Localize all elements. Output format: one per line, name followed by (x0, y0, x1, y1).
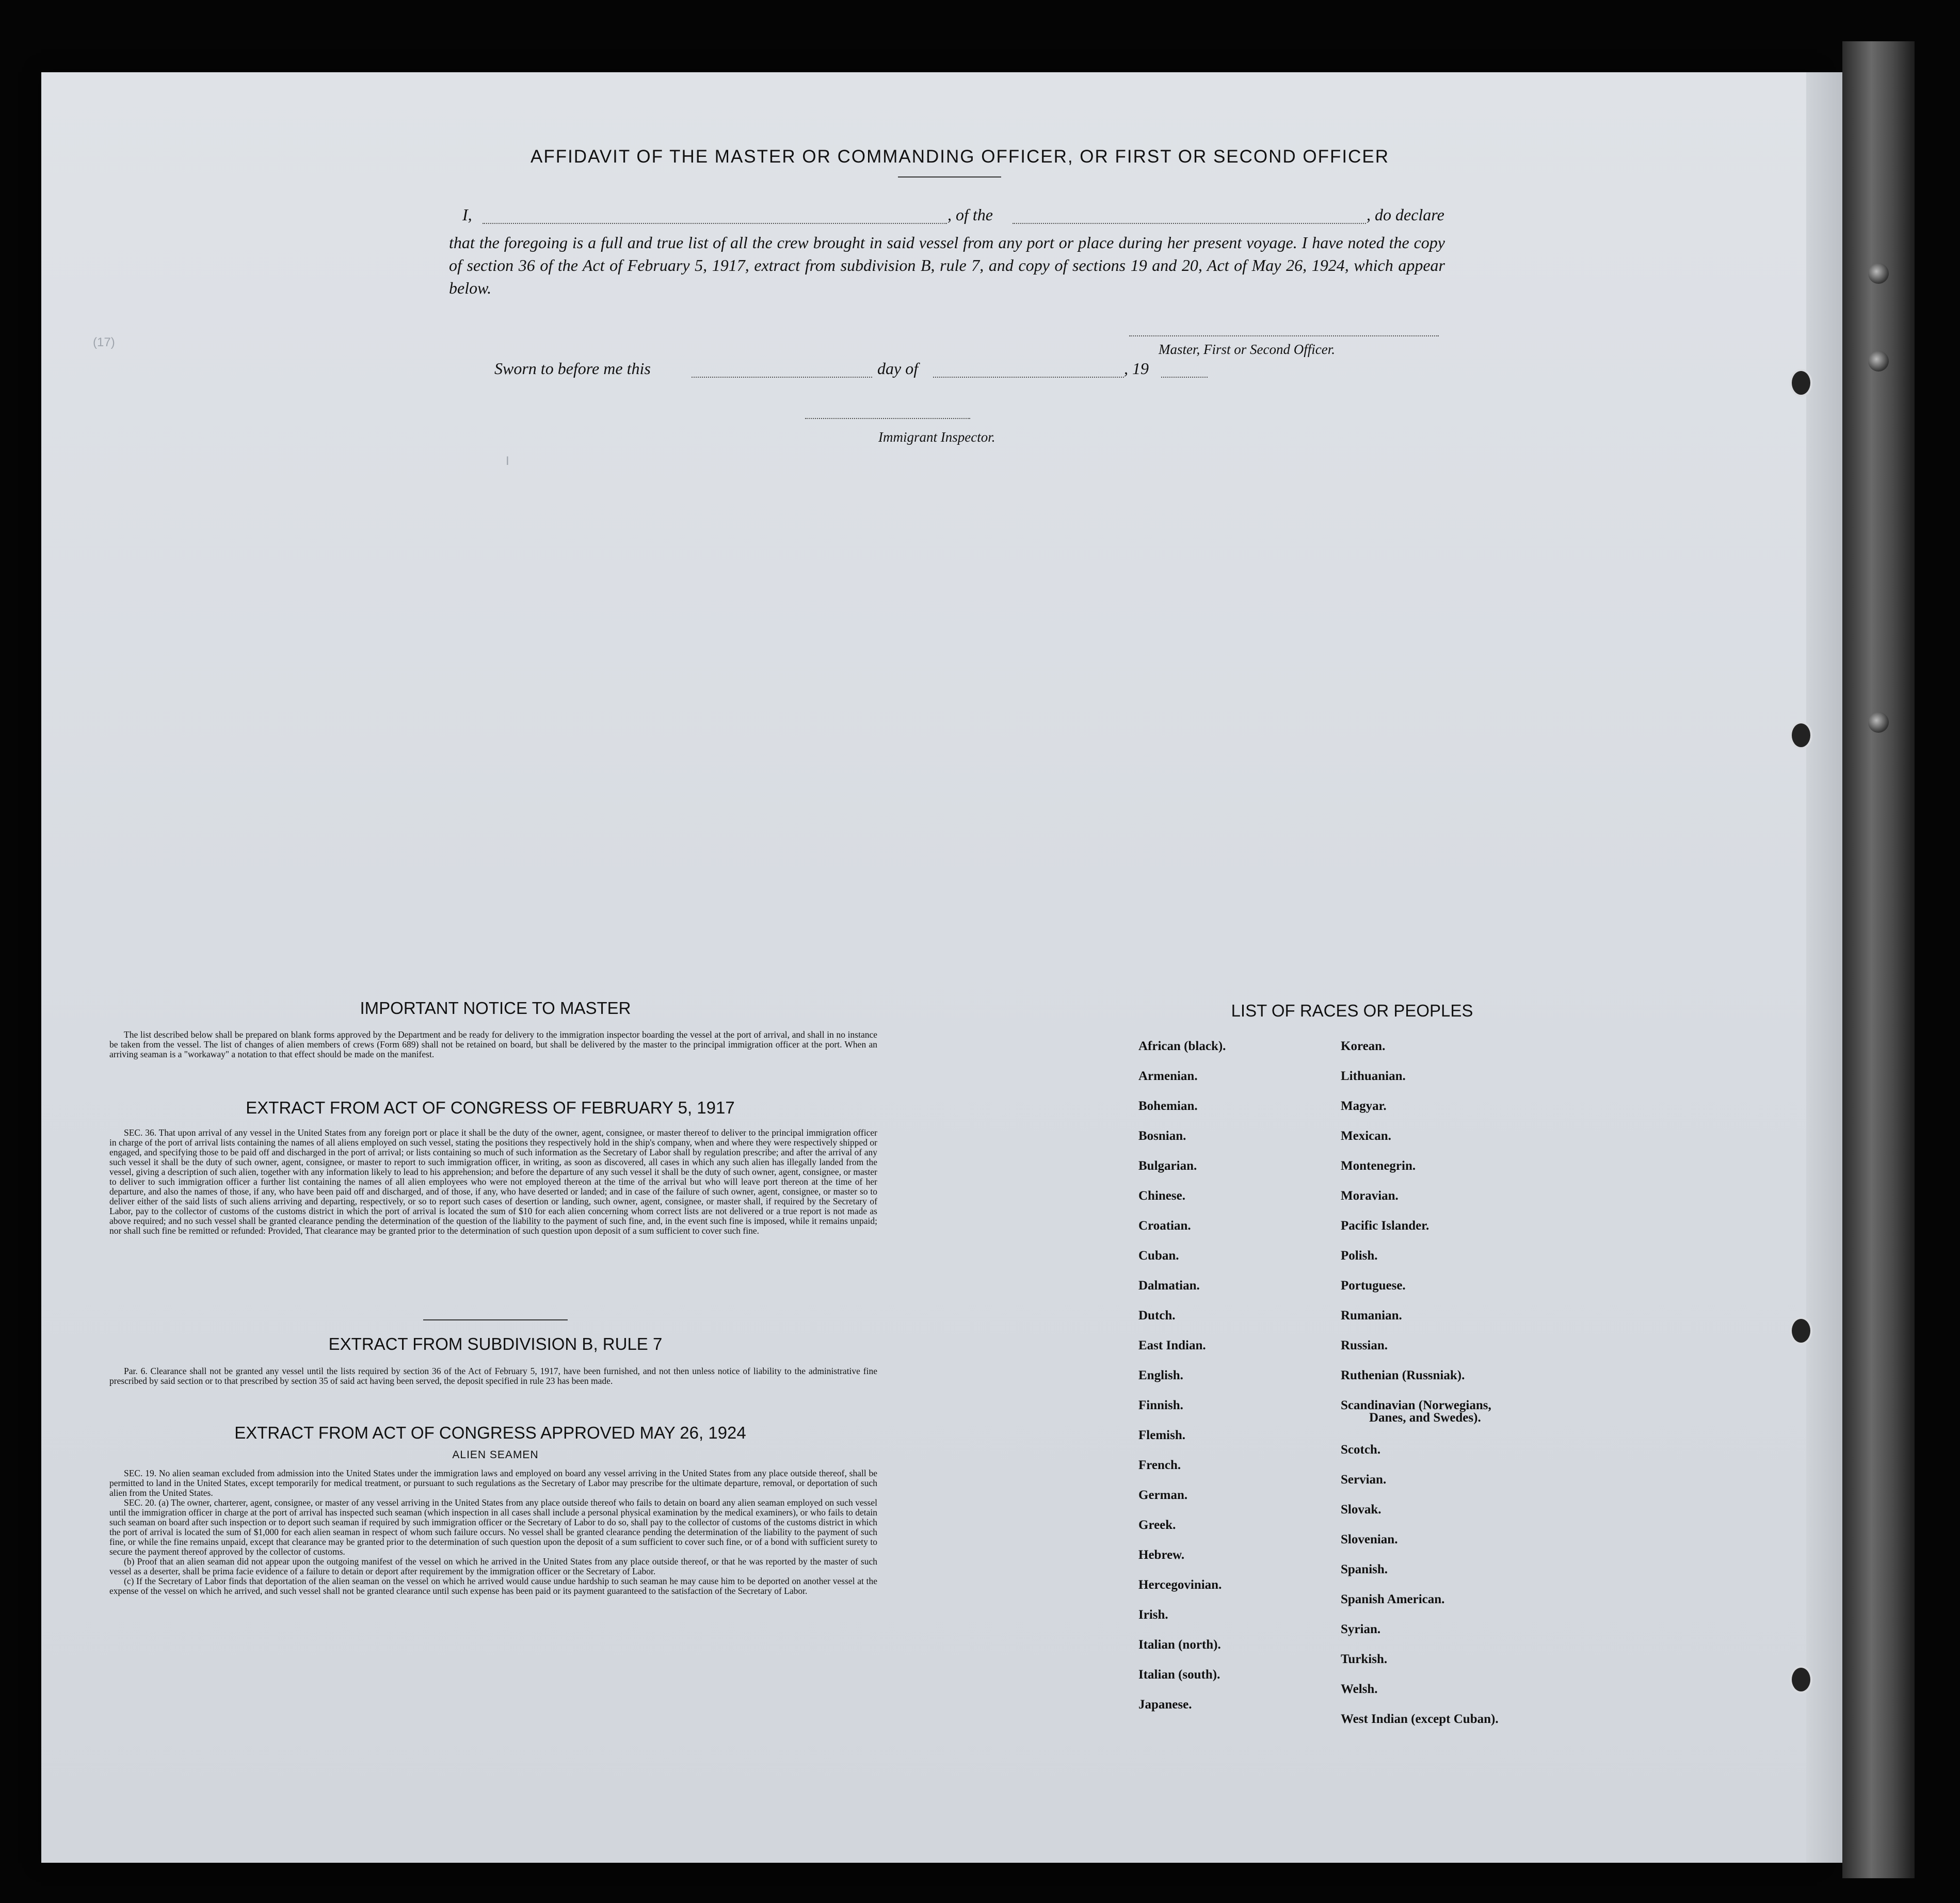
inspector-signature-field[interactable] (805, 418, 970, 419)
race-item-continuation: Danes, and Swedes). (1369, 1411, 1481, 1425)
race-item: Italian (south). (1138, 1668, 1220, 1682)
race-item: African (black). (1138, 1039, 1226, 1053)
race-item: Mexican. (1341, 1129, 1391, 1143)
sworn-label: Sworn to before me this (494, 359, 651, 378)
punch-hole-icon (1790, 1666, 1812, 1694)
inspector-label: Immigrant Inspector. (878, 429, 995, 445)
sworn-month-field[interactable] (933, 377, 1124, 378)
race-item: Pacific Islander. (1341, 1219, 1429, 1233)
race-item: German. (1138, 1488, 1188, 1502)
race-item: Montenegrin. (1341, 1159, 1416, 1173)
race-item: West Indian (except Cuban). (1341, 1712, 1499, 1726)
vessel-name-field[interactable] (1013, 223, 1366, 224)
race-item: Greek. (1138, 1518, 1176, 1532)
affidavit-title: AFFIDAVIT OF THE MASTER OR COMMANDING OFFICER, OR FIRST OR SECOND OFFICER (530, 147, 1390, 167)
race-item: Bohemian. (1138, 1099, 1198, 1113)
race-item: Hercegovinian. (1138, 1578, 1222, 1592)
sec19-paragraph: SEC. 19. No alien seaman excluded from admission into the United States under the immigration laws and employed on board any vessel arriving in the United States from any place outside thereof, shall be permitted to land in the United States, except temporarily for medical treatment, or pursuant to such regulations as the Secretary of Labor may prescribe for the ultimate departure, removal, or deportation of such alien from the United States. (109, 1468, 877, 1498)
signature-label: Master, First or Second Officer. (1159, 342, 1335, 357)
binder-strip (1842, 41, 1915, 1878)
alien-seamen-subheading: ALIEN SEAMEN (452, 1449, 539, 1461)
punch-hole-icon (1790, 369, 1812, 397)
race-item: Hebrew. (1138, 1548, 1185, 1562)
declarant-name-field[interactable] (483, 223, 947, 224)
notice-text (109, 1030, 877, 1059)
race-item: Armenian. (1138, 1069, 1198, 1083)
title-underline (898, 176, 1001, 178)
races-left-column (1138, 1039, 1226, 1728)
race-item: Slovak. (1341, 1503, 1381, 1517)
extract-rule7-text (109, 1366, 877, 1386)
race-item: Moravian. (1341, 1189, 1399, 1203)
extract-1924-heading: EXTRACT FROM ACT OF CONGRESS APPROVED MAY 26, 1924 (234, 1423, 746, 1442)
notice-paragraph: The list described below shall be prepared on blank forms approved by the Department and be ready for delivery to the immigration inspector boarding the vessel at the port of arrival, and shall in no instance be taken from the vessel. The list of changes of alien members of crews (Form 689) shall not be retained on board, but shall be delivered by the master to the principal immigration officer at the port. When an arriving seaman is a "workaway" a notation to that effect should be made on the manifest. (109, 1029, 877, 1059)
race-item: Irish. (1138, 1608, 1168, 1622)
races-heading: LIST OF RACES OR PEOPLES (1231, 1001, 1473, 1020)
binder-edge (1806, 72, 1847, 1863)
race-item: Spanish. (1341, 1562, 1388, 1576)
race-item: Japanese. (1138, 1698, 1192, 1712)
extract-1917-paragraph: SEC. 36. That upon arrival of any vessel in the United States from any foreign port or place it shall be the duty of the owner, agent, consignee, or master thereof to deliver to the principal immigration officer in charge of the port of arrival lists containing the names of all aliens employed on such vessel, stating the positions they respectively hold in the ship's company, when and where they were respectively shipped or engaged, and specifying those to be paid off and discharged in the port of arrival; or lists containing so much of such information as the Secretary of Labor shall by regulation prescribe; and after the arrival of any such vessel it shall be the duty of such owner, agent, consignee, or master to report to such immigration officer, in writing, as soon as discovered, all cases in which any such alien has illegally landed from the vessel, giving a description of such alien, together with any information likely to lead to his apprehension; and before the departure of any such vessel it shall be the duty of such owner, agent, consignee, or master to deliver to such immigration officer a further list containing the names of all alien employees who were not employed thereon at the time of the arrival but who will leave port thereon at the time of her departure, and also the names of those, if any, who have been paid off and discharged, and of those, if any, who have deserted or landed; and in case of the failure of such owner, agent, consignee, or master so to deliver either of the said lists of such aliens arriving and departing, respectively, or so to report such cases of desertion or landing, such owner, agent, consignee, or master shall, if required by the Secretary of Labor, pay to the collector of customs of the customs district in which the port of arrival is located the sum of $10 for each alien concerning whom correct lists are not delivered or a true report is not made as above required; and no such vessel shall be granted clearance pending the determination of the question of the liability to the payment of such fine, and, in the event such fine is imposed, while it remains unpaid; nor shall such fine be remitted or refunded: Provided, That clearance may be granted prior to the determination of such question upon deposit of a sum sufficient to cover such fine. (109, 1127, 877, 1236)
race-item: Polish. (1341, 1249, 1378, 1263)
extract-1917-heading: EXTRACT FROM ACT OF CONGRESS OF FEBRUARY 5, 1917 (246, 1098, 735, 1117)
race-item: Lithuanian. (1341, 1069, 1406, 1083)
race-item: Scotch. (1341, 1443, 1381, 1457)
notice-heading: IMPORTANT NOTICE TO MASTER (360, 998, 631, 1018)
punch-hole-icon (1790, 721, 1812, 749)
binder-rivet-icon (1868, 351, 1889, 372)
race-item: Italian (north). (1138, 1638, 1221, 1652)
sec20b-paragraph: (b) Proof that an alien seaman did not appear upon the outgoing manifest of the vessel on which he arrived in the United States from any place outside thereof, or that he was reported by the master of such vessel as a deserter, shall be prima facie evidence of a failure to detain or deport after requirement by the immigration officer or the Secretary of Labor. (109, 1556, 877, 1576)
race-item: English. (1138, 1368, 1183, 1382)
binder-rivet-icon (1868, 712, 1889, 733)
race-item: Finnish. (1138, 1398, 1183, 1412)
race-item: Magyar. (1341, 1099, 1387, 1113)
punch-hole-icon (1790, 1317, 1812, 1345)
race-item: Spanish American. (1341, 1592, 1445, 1606)
sworn-year-field[interactable] (1161, 377, 1208, 378)
bleed-through-text: (17) (93, 335, 115, 349)
sworn-day-field[interactable] (692, 377, 872, 378)
race-item: Dutch. (1138, 1309, 1176, 1323)
races-right-column (1341, 1039, 1499, 1742)
extract-rule7-heading: EXTRACT FROM SUBDIVISION B, RULE 7 (328, 1334, 663, 1353)
day-of-label: day of (877, 359, 919, 378)
race-item: Slovenian. (1341, 1533, 1398, 1546)
race-item: Rumanian. (1341, 1309, 1402, 1323)
declarant-prefix: I, (462, 205, 472, 224)
race-item: East Indian. (1138, 1338, 1206, 1352)
race-item: Bulgarian. (1138, 1159, 1197, 1173)
declaration-text: that the foregoing is a full and true list of all the crew brought in said vessel from any port or place during her present voyage. I have noted the copy of section 36 of the Act of February 5, 1917, extract from subdivision B, rule 7, and copy of sections 19 and 20, Act of May 26, 1924, which appear below. (449, 233, 1445, 297)
race-item: Korean. (1341, 1039, 1386, 1053)
master-signature-field[interactable] (1129, 335, 1439, 336)
race-item: Turkish. (1341, 1652, 1388, 1666)
race-item: Flemish. (1138, 1428, 1185, 1442)
race-item: Welsh. (1341, 1682, 1378, 1696)
do-declare-label: , do declare (1367, 205, 1444, 224)
race-item: Syrian. (1341, 1622, 1381, 1636)
extract-rule7-paragraph: Par. 6. Clearance shall not be granted any vessel until the lists required by section 36 of the Act of February 5, 1917, have been furnished, and not then unless notice of liability to the administrative fine prescribed by said section or to that prescribed by section 35 of said act having been served, the deposit specified in rule 23 has been made. (109, 1366, 877, 1386)
race-item: Dalmatian. (1138, 1279, 1200, 1293)
race-item: Ruthenian (Russniak). (1341, 1368, 1465, 1382)
race-item: Bosnian. (1138, 1129, 1186, 1143)
bleed-through-text: I (506, 454, 509, 468)
race-item: Chinese. (1138, 1189, 1185, 1203)
extract-1917-text (109, 1128, 877, 1236)
race-item: Croatian. (1138, 1219, 1191, 1233)
of-the-label: , of the (947, 205, 993, 224)
extract-1924-text (109, 1469, 877, 1596)
section-divider (423, 1319, 568, 1320)
race-item: Russian. (1341, 1338, 1388, 1352)
race-item: French. (1138, 1458, 1181, 1472)
sec20a-paragraph: SEC. 20. (a) The owner, charterer, agent, consignee, or master of any vessel arriving in the United States from any place outside thereof who fails to detain on board any alien seaman employed on such vessel until the immigration officer in charge at the port of arrival has inspected such seaman (which inspection in all cases shall include a personal physical examination by the medical examiners), or who fails to detain such seaman on board after such inspection or to deport such seaman if required by such immigration officer or the Secretary of Labor to do so, shall pay to the collector of customs of the customs district in which the port of arrival is located the sum of $1,000 for each alien seaman in respect of whom such failure occurs. No vessel shall be granted clearance pending the determination of the liability to the payment of such fine, or while the fine remains unpaid, except that clearance may be granted prior to the determination of such question upon the deposit of a sum sufficient to cover such fine, or of a bond with sufficient surety to secure the payment thereof approved by the collector of customs. (109, 1497, 877, 1557)
race-item: Servian. (1341, 1473, 1387, 1487)
sec20c-paragraph: (c) If the Secretary of Labor finds that deportation of the alien seaman on the vessel on which he arrived would cause undue hardship to such seaman he may cause him to be deported on another vessel at the expense of the vessel on which he arrived, and such vessel shall not be granted clearance until such expense has been paid or its payment guaranteed to the satisfaction of the Secretary of Labor. (109, 1576, 877, 1596)
year-prefix-label: , 19 (1124, 359, 1149, 378)
race-item: Portuguese. (1341, 1279, 1406, 1293)
race-item (1341, 1398, 1499, 1443)
race-item: Cuban. (1138, 1249, 1179, 1263)
binder-rivet-icon (1868, 263, 1889, 284)
race-item-label: Scandinavian (Norwegians, (1341, 1398, 1491, 1412)
